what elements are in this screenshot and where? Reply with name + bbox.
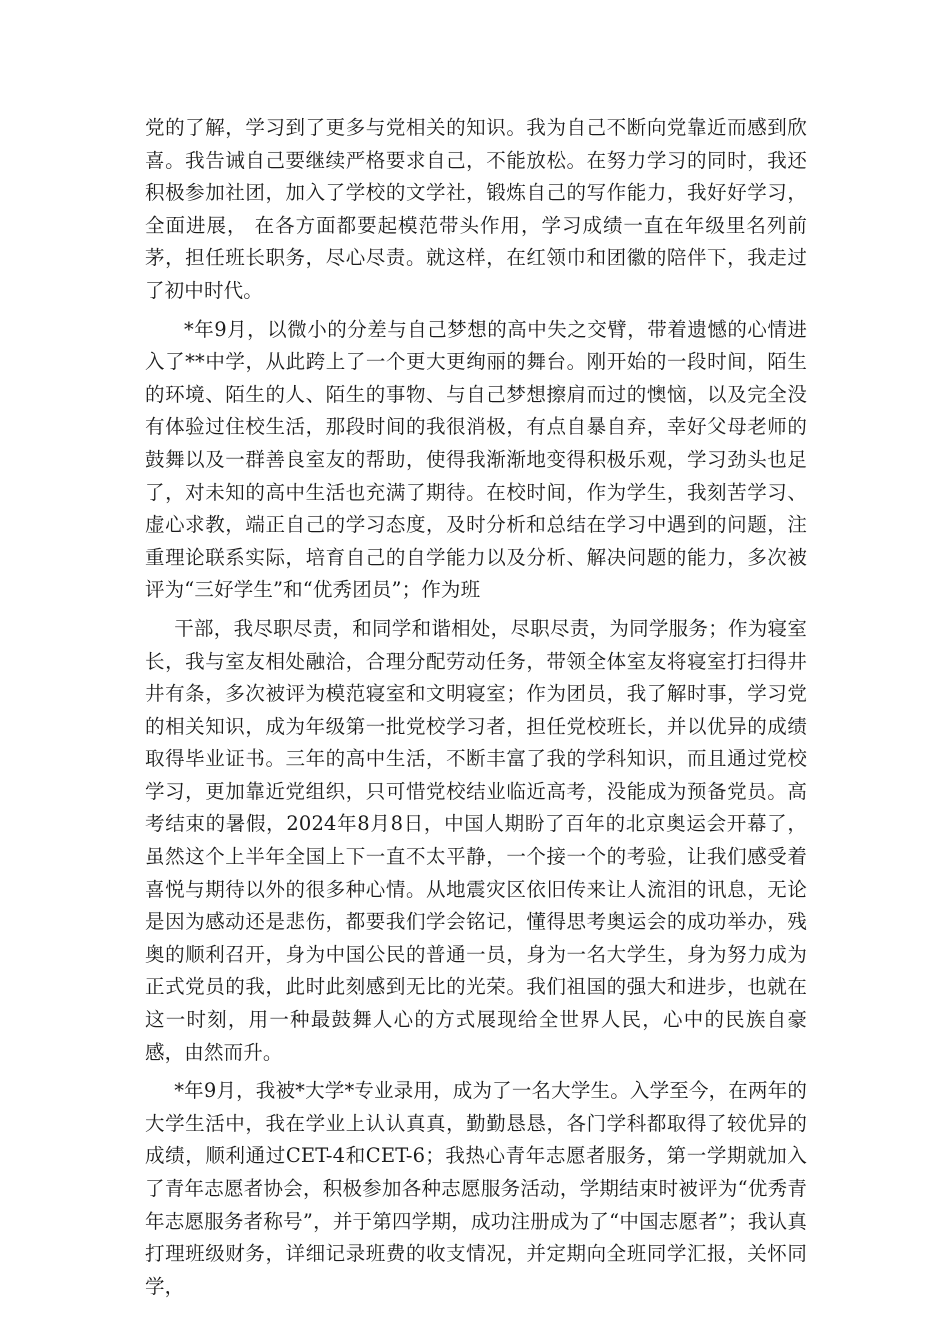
paragraph-high-school-start: *年9月，以微小的分差与自己梦想的高中失之交臂，带着遗憾的心情进入了**中学，从此跨上了一个更大更绚丽的舞台。刚开始的一段时间，陌生的环境、陌生的人、陌生的事物、与自己梦想擦肩而过的懊恼，以及完全没有体验过住校生活，那段时间的我很消极，有点自暴自弃，幸好父母老师的鼓舞以及一群善良室友的帮助，使得我渐渐地变得积极乐观，学习劲头也足了，对未知的高中生活也充满了期待。在校时间，作为学生，我刻苦学习、虚心求教，端正自己的学习态度，及时分析和总结在学习中遇到的问题，注重理论联系实际，培育自己的自学能力以及分析、解决问题的能力，多次被评为“三好学生”和“优秀团员”；作为班 [145,317,807,602]
paragraph-high-school-cadre: 干部，我尽职尽责，和同学和谐相处，尽职尽责，为同学服务；作为寝室长，我与室友相处融洽，合理分配劳动任务，带领全体室友将寝室打扫得井井有条，多次被评为模范寝室和文明寝室；作为团员，我了解时事，学习党的相关知识，成为年级第一批党校学习者，担任党校班长，并以优异的成绩取得毕业证书。三年的高中生活，不断丰富了我的学科知识，而且通过党校学习，更加靠近党组织，只可惜党校结业临近高考，没能成为预备党员。高考结束的暑假，2024年8月8日，中国人期盼了百年的北京奥运会开幕了，虽然这个上半年全国上下一直不太平静，一个接一个的考验，让我们感受着喜悦与期待以外的很多种心情。从地震灾区依旧传来让人流泪的讯息，无论是因为感动还是悲伤，都要我们学会铭记，懂得思考奥运会的成功举办，残奥的顺利召开，身为中国公民的普通一员，身为一名大学生，身为努力成为正式党员的我，此时此刻感到无比的光荣。我们祖国的强大和进步，也就在这一时刻，用一种最鼓舞人心的方式展现给全世界人民，心中的民族自豪感，由然而升。 [145,616,807,1064]
document-page [145,112,807,1303]
paragraph-university: *年9月，我被*大学*专业录用，成为了一名大学生。入学至今，在两年的大学生活中，我在学业上认认真真，勤勤恳恳，各门学科都取得了较优异的成绩，顺利通过CET-4和CET-6；我热心青年志愿者服务，第一学期就加入了青年志愿者协会，积极参加各种志愿服务活动，学期结束时被评为“优秀青年志愿服务者称号”，并于第四学期，成功注册成为了“中国志愿者”；我认真打理班级财务，详细记录班费的收支情况，并定期向全班同学汇报，关怀同学， [145,1079,807,1298]
paragraph-junior-high-ending: 党的了解，学习到了更多与党相关的知识。我为自己不断向党靠近而感到欣喜。我告诫自己要继续严格要求自己，不能放松。在努力学习的同时，我还积极参加社团，加入了学校的文学社，锻炼自己的写作能力，我好好学习，全面进展， 在各方面都要起模范带头作用，学习成绩一直在年级里名列前茅，担任班长职务，尽心尽责。就这样，在红领巾和团徽的陪伴下，我走过了初中时代。 [145,116,807,302]
